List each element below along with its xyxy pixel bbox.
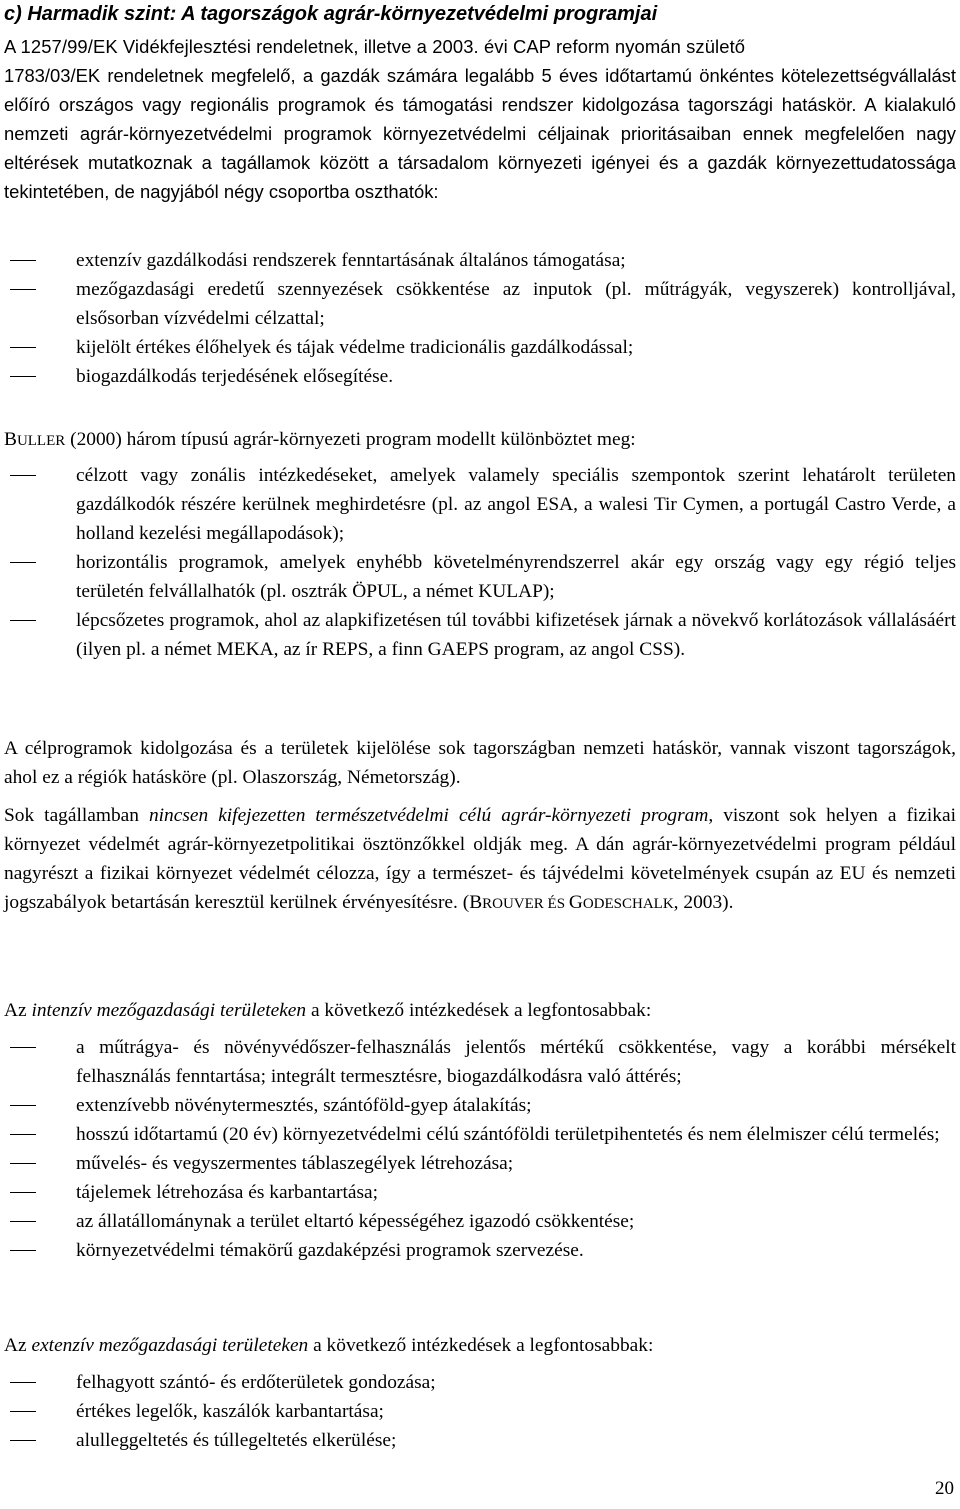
citation-odeschalk: ODESCHALK — [582, 896, 674, 912]
intro-text: 1783/03/EK rendeletnek megfelelő, a gazdák számára legalább 5 éves időtartamú önkéntes kötelezettségvállalást előíró országos vagy regionális programok és támogatási rendszer kidolgozása tagországi hatáskör. A kialakuló nemzeti agrár-környezetvédelmi programok környezetvédelmi céljainak prioritásaiban ennek megfelelően nagy eltérések mutatkoznak a tagállamok között a társadalom környezeti igényei és a gazdák környezettudatossága tekintetében, de nagyjából négy csoportba oszthatók: — [4, 65, 956, 202]
list-item: mezőgazdasági eredetű szennyezések csökkentése az inputok (pl. műtrágyák, vegyszerek) kontrolljával, elsősorban vízvédelmi célzattal; — [4, 275, 956, 333]
citation-year: , 2003). — [673, 892, 734, 913]
member-states-text-start: Sok tagállamban — [4, 805, 149, 826]
list-item: művelés- és vegyszermentes táblaszegélyek létrehozása; — [4, 1149, 956, 1178]
list-item: az állatállománynak a terület eltartó képességéhez igazodó csökkentése; — [4, 1207, 956, 1236]
extensive-intro-start: Az — [4, 1335, 32, 1356]
author-initial: B — [4, 429, 17, 450]
citation-es: ÉS — [547, 896, 569, 912]
intensive-intro-end: a következő intézkedések a legfontosabbak: — [306, 1000, 652, 1021]
extensive-section — [4, 1331, 956, 1455]
intensive-emphasis: intenzív mezőgazdasági területeken — [31, 1000, 307, 1021]
citation-initial-b: B — [469, 892, 483, 913]
buller-paragraph — [4, 425, 956, 664]
list-item: horizontális programok, amelyek enyhébb követelményrendszerrel akár egy ország vagy egy régió teljes területén felvállalhatók (pl. osztrák ÖPUL, a német KULAP); — [4, 548, 956, 606]
list-item: hosszú időtartamú (20 év) környezetvédelmi célú szántóföldi területpihentetés és nem élelmiszer célú termelés; — [4, 1120, 956, 1149]
list-item: alulleggeltetés és túllegeltetés elkerülése; — [4, 1426, 956, 1455]
extensive-intro — [4, 1331, 956, 1360]
intro-line-1: A 1257/99/EK Vidékfejlesztési rendeletnek, illetve a 2003. évi CAP reform nyomán születő — [4, 36, 746, 57]
member-states-paragraph — [4, 801, 956, 919]
list-item: felhagyott szántó- és erdőterületek gondozása; — [4, 1368, 956, 1397]
intensive-section — [4, 996, 956, 1265]
section-heading: c) Harmadik szint: A tagországok agrár-környezetvédelmi programjai — [4, 3, 658, 25]
list-item: extenzívebb növénytermesztés, szántóföld-gyep átalakítás; — [4, 1091, 956, 1120]
list-item: környezetvédelmi témakörű gazdaképzési programok szervezése. — [4, 1236, 956, 1265]
extensive-emphasis: extenzív mezőgazdasági területeken — [31, 1335, 309, 1356]
list-item: célzott vagy zonális intézkedéseket, amelyek valamely speciális szempontok szerint lehatárolt területen gazdálkodók részére kerülnek meghirdetésre (pl. az angol ESA, a walesi Tir Cymen, a portugál Castro Verde, a holland kezelési megállapodások); — [4, 461, 956, 548]
list-item: biogazdálkodás terjedésének elősegítése. — [4, 362, 956, 391]
extensive-intro-end: a következő intézkedések a legfontosabbak: — [308, 1335, 654, 1356]
author-name-rest: ULLER — [16, 433, 66, 449]
citation-initial-g: G — [568, 892, 583, 913]
target-programs-paragraph: A célprogramok kidolgozása és a területek kijelölése sok tagországban nemzeti hatáskör, vannak viszont tagországok, ahol ez a régiók hatásköre (pl. Olaszország, Németország). — [4, 738, 956, 788]
member-states-text-end: , viszont sok helyen a fizikai környezet védelmét agrár-környezetpolitikai ösztönzőkkel oldják meg. A dán agrár-környezetvédelmi program például nagyrészt a fizikai környezet védelmét célozza, így a természet- és tájvédelmi követelmények csupán az EU és nemzeti jogszabályok betartásán keresztül kerülnek érvényesítésre. ( — [4, 805, 956, 913]
intensive-intro-start: Az — [4, 1000, 32, 1021]
citation-rouver: ROUVER — [482, 896, 548, 912]
list-item: a műtrágya- és növényvédőszer-felhasználás jelentős mértékű csökkentése, vagy a korábbi mérsékelt felhasználás fenntartása; integrált termesztésre, biogazdálkodásra való áttérés; — [4, 1033, 956, 1091]
list-item: extenzív gazdálkodási rendszerek fenntartásának általános támogatása; — [4, 246, 956, 275]
intensive-intro — [4, 996, 956, 1025]
member-states-emphasis: nincsen kifejezetten természetvédelmi célú agrár-környezeti program — [148, 805, 709, 826]
buller-intro — [4, 425, 956, 456]
list-item: tájelemek létrehozása és karbantartása; — [4, 1178, 956, 1207]
page-number: 20 — [935, 1478, 954, 1499]
list-item: lépcsőzetes programok, ahol az alapkifizetésen túl további kifizetések járnak a növekvő korlátozások vállalásáért (ilyen pl. a német MEKA, az ír REPS, a finn GAEPS program, az angol CSS). — [4, 606, 956, 664]
list-item: értékes legelők, kaszálók karbantartása; — [4, 1397, 956, 1426]
list-item: kijelölt értékes élőhelyek és tájak védelme tradicionális gazdálkodással; — [4, 333, 956, 362]
buller-text: (2000) három típusú agrár-környezeti program modellt különböztet meg: — [65, 429, 636, 450]
groups-list — [4, 246, 956, 391]
intro-paragraph — [4, 32, 956, 206]
